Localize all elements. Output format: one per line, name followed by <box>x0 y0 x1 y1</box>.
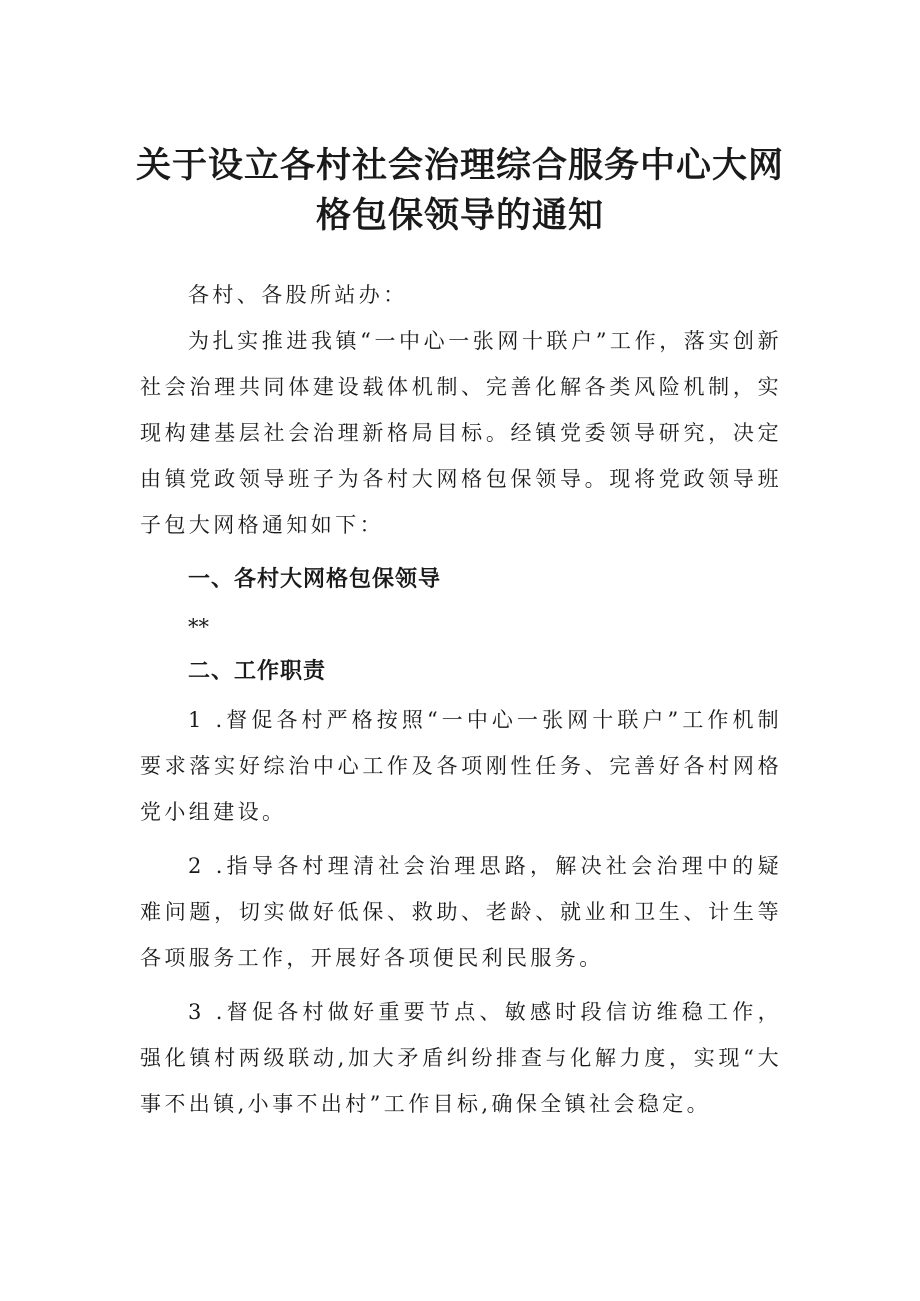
duty-item-2: 2 .指导各村理清社会治理思路，解决社会治理中的疑难问题，切实做好低保、救助、老龄、就业和卫生、计生等各项服务工作，开展好各项便民利民服务。 <box>140 854 782 970</box>
document-title-line1: 关于设立各村社会治理综合服务中心大网 <box>135 146 784 186</box>
section1-content: ** <box>188 615 209 639</box>
duty-item-3: 3 .督促各村做好重要节点、敏感时段信访维稳工作，强化镇村两级联动,加大矛盾纠纷排查与化解力度，实现“大事不出镇,小事不出村”工作目标,确保全镇社会稳定。 <box>140 1000 782 1116</box>
intro-paragraph: 为扎实推进我镇“一中心一张网十联户”工作，落实创新社会治理共同体建设载体机制、完善化解各类风险机制，实现构建基层社会治理新格局目标。经镇党委领导研究，决定由镇党政领导班子为各村大网格包保领导。现将党政领导班子包大网格通知如下： <box>140 329 782 537</box>
salutation: 各村、各股所站办： <box>188 283 408 307</box>
section1-heading: 一、各村大网格包保领导 <box>188 567 442 592</box>
document-title-line2: 格包保领导的通知 <box>315 196 604 236</box>
section2-heading: 二、工作职责 <box>188 659 327 684</box>
duty-item-1: 1 .督促各村严格按照“一中心一张网十联户”工作机制要求落实好综治中心工作及各项刚性任务、完善好各村网格党小组建设。 <box>140 708 782 824</box>
